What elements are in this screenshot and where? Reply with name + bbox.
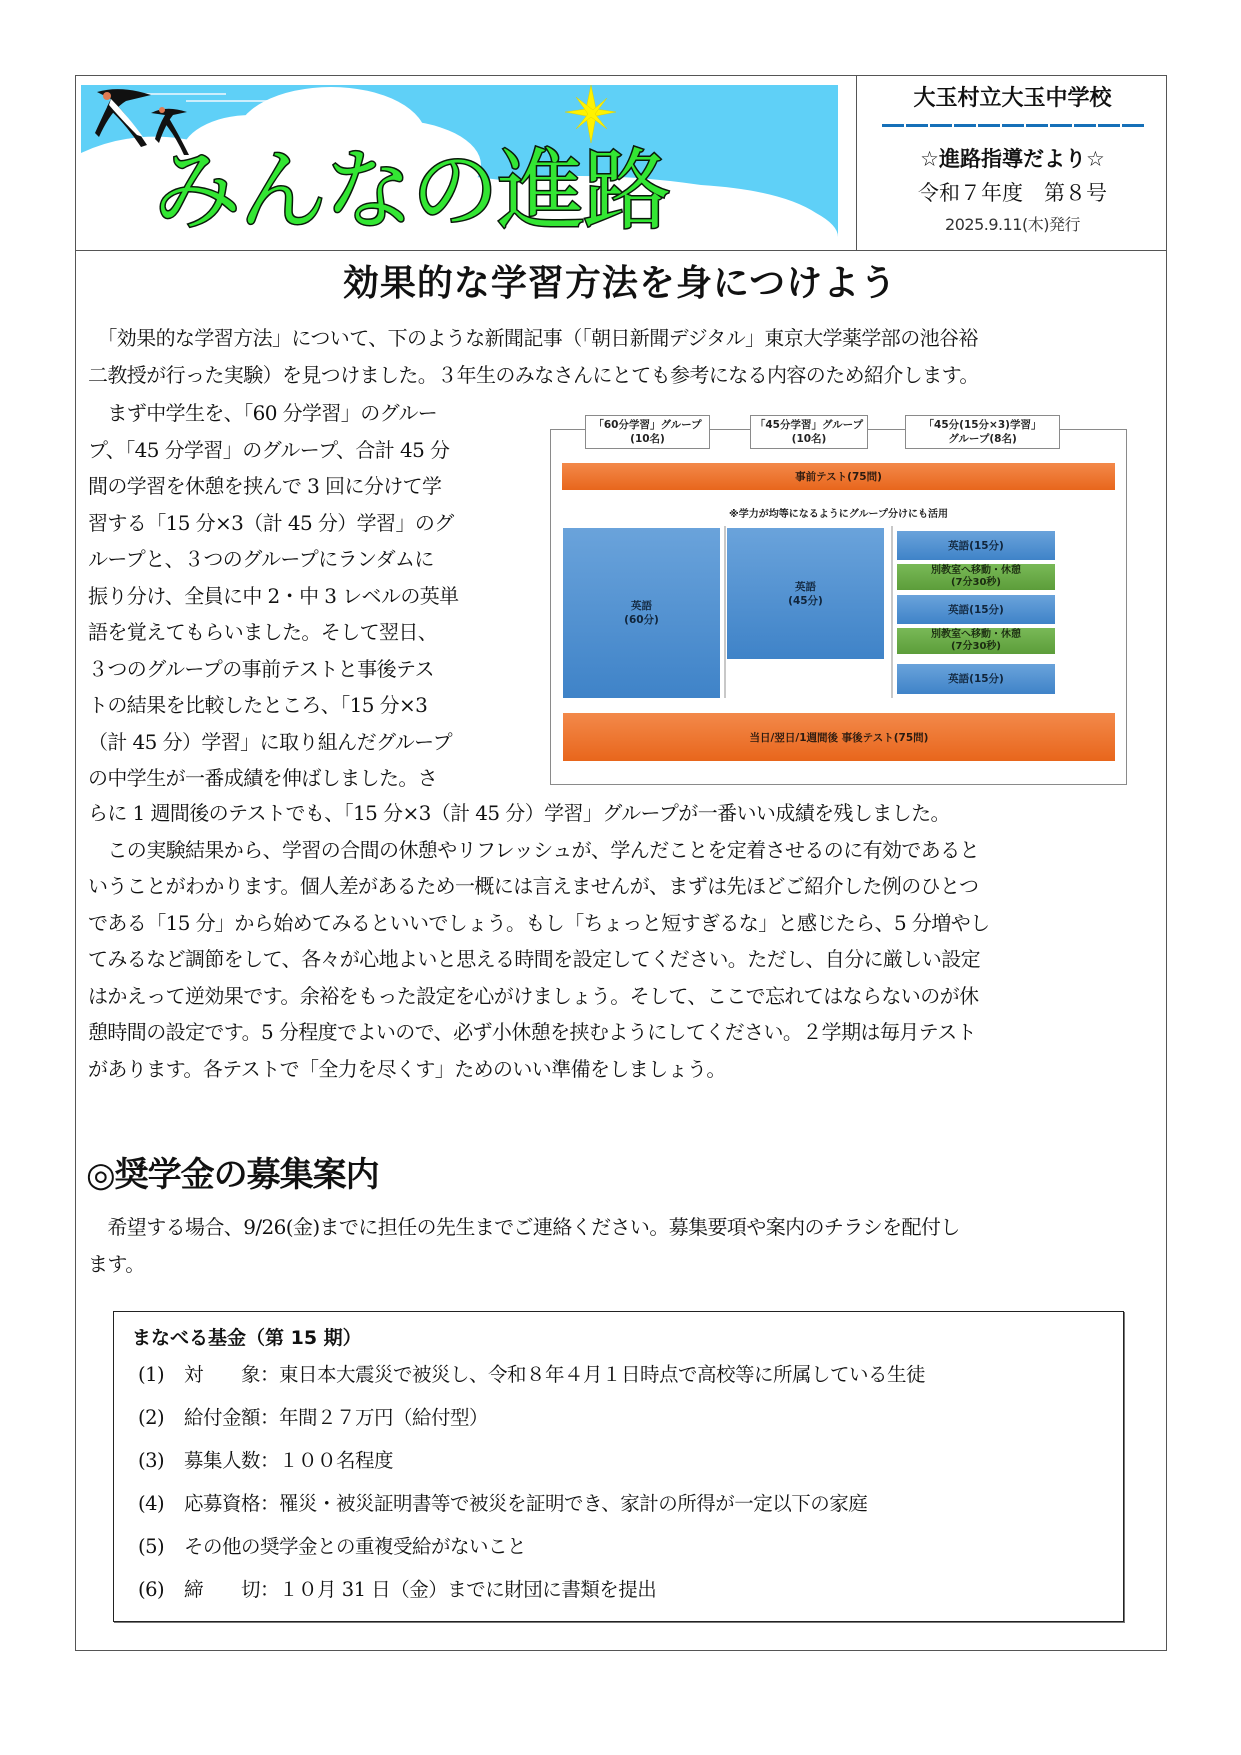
item-text: その他の奨学金との重複受給がないこと [184,1535,527,1558]
item-number: (1) [138,1363,165,1386]
column-separator [724,526,726,698]
header-divider [75,250,1167,251]
group-label-line: 「45分(15分×3)学習」 [923,419,1042,431]
text-line: 習する「15 分×3（計 45 分）学習」のグ [88,510,454,535]
block-text: 別教室へ移動・休憩 [931,629,1021,640]
text-line: プ、「45 分学習」のグループ、合計 45 分 [88,437,450,462]
text-line: いうことがわかります。個人差があるため一概には言えませんが、まずは先ほどご紹介した例のひとつ [88,874,979,898]
english-15-block: 英語(15分) [897,531,1055,560]
text-line: があります。各テストで「全力を尽くす」ためのいい準備をしましょう。 [88,1056,726,1081]
text-line: である「15 分」から始めてみるといいでしょう。もし「ちょっと短すぎるな」と感じたら、5 分増やし [88,910,990,935]
group-label-45 [750,415,868,449]
article-left-column [88,395,533,797]
item-number: (6) [138,1578,165,1601]
block-text: 英語 [631,600,652,612]
text-line: 間の学習を休憩を挟んで 3 回に分けて学 [88,474,442,498]
scholarship-item [138,1400,488,1436]
scholarship-item [138,1529,526,1565]
english-60-block [563,528,720,698]
text-line: の中学生が一番成績を伸ばしました。さ [88,766,438,790]
item-text: 給付金額：年間２７万円（給付型） [184,1406,489,1429]
block-text: (7分30秒) [950,641,1001,652]
issue-number: 令和７年度 第８号 [918,181,1107,205]
group-label-line: (10名) [791,433,827,445]
text-line: はかえって逆効果です。余裕をもった設定を心がけましょう。そして、ここで忘れてはならないのが休 [88,983,979,1008]
article-intro [88,320,1163,393]
school-name: 大玉村立大玉中学校 [913,86,1112,111]
group-label-line: (10名) [630,433,665,445]
experiment-diagram [550,413,1127,785]
pre-test-bar: 事前テスト(75問) [562,463,1115,490]
scholarship-heading: ◎奨学金の募集案内 [86,1155,379,1195]
text-line: 語を覚えてもらいました。そして翌日、 [88,620,438,644]
text-line: トの結果を比較したところ、「15 分×3 [88,693,428,717]
banner [81,85,838,237]
item-number: (3) [138,1449,165,1472]
item-text: 募集人数：１００名程度 [184,1449,394,1472]
text-line: ３つのグループの事前テストと事後テス [88,656,434,681]
block-text: (45分) [788,594,823,607]
text-line: ループと、３つのグループにランダムに [88,547,434,571]
text-line: 希望する場合、9/26(金)までに担任の先生までご連絡ください。募集要項や案内のチラシを配付し [88,1215,960,1239]
group-label-60 [585,415,710,449]
group-label-line: グループ(8名) [948,433,1017,445]
grouping-note: ※学力が均等になるようにグループ分けにも活用 [729,509,948,520]
group-label-line: 「60分学習」グループ [593,419,702,431]
text-line: （計 45 分）学習」に取り組んだグループ [88,729,452,754]
block-text: 英語 [795,580,816,593]
column-separator [891,526,893,698]
post-test-bar: 当日/翌日/1週間後 事後テスト(75問) [563,713,1115,761]
break-block [897,628,1055,654]
text-line: てみるなど調節をして、各々が心地よいと思える時間を設定してください。ただし、自分に厳しい設定 [88,947,980,971]
text-line: らに 1 週間後のテストでも、「15 分×3（計 45 分）学習」グループが一番いい成績を残しました。 [88,801,950,825]
english-15-block: 英語(15分) [897,595,1055,624]
text-line: 振り分け、全員に中 2・中 3 レベルの英単 [88,583,459,608]
block-text: 別教室へ移動・休憩 [931,565,1021,576]
block-text: (7分30秒) [950,577,1001,588]
text-line: まず中学生を、「60 分学習」のグルー [88,401,438,425]
scholarship-item [138,1357,925,1393]
newsletter-name: ☆進路指導だより☆ [920,147,1105,171]
school-name-underline [882,124,1144,127]
text-line: 憩時間の設定です。5 分程度でよいので、必ず小休憩を挟むようにしてください。２学期は毎月テスト [88,1020,977,1044]
item-number: (2) [138,1406,165,1429]
text-line: 二教授が行った実験）を見つけました。３年生のみなさんにとても参考になる内容のため紹介します。 [88,362,979,387]
scholarship-intro [88,1209,1163,1282]
issued-date: 2025.9.11(木)発行 [945,215,1080,234]
scholarship-item [138,1572,656,1608]
item-text: 対 象：東日本大震災で被災し、令和８年４月１日時点で高校等に所属している生徒 [184,1363,926,1386]
english-15-block: 英語(15分) [897,664,1055,694]
item-text: 応募資格：罹災・被災証明書等で被災を証明でき、家計の所得が一定以下の家庭 [184,1492,868,1515]
english-45-block [727,528,884,659]
text-line: ます。 [88,1251,145,1276]
group-label-15x3 [905,415,1060,449]
item-text: 締 切：１０月 31 日（金）までに財団に書類を提出 [184,1578,657,1601]
item-number: (5) [138,1535,165,1558]
fund-name: まなべる基金（第 15 期） [132,1327,362,1349]
text-line: 「効果的な学習方法」について、下のような新聞記事（「朝日新聞デジタル」東京大学薬学部の池谷裕 [88,326,978,350]
article-body [88,795,1163,1087]
block-text: (60分) [624,614,659,626]
text-line: この実験結果から、学習の合間の休憩やリフレッシュが、学んだことを定着させるのに有効であると [88,837,979,862]
article-title: 効果的な学習方法を身につけよう [342,263,898,304]
break-block [897,564,1055,590]
scholarship-item [138,1443,393,1479]
scholarship-item [138,1486,867,1522]
banner-title: みんなの進路 [153,139,670,237]
group-label-line: 「45分学習」グループ [754,419,864,431]
header-vertical-divider [856,75,857,251]
item-number: (4) [138,1492,165,1515]
